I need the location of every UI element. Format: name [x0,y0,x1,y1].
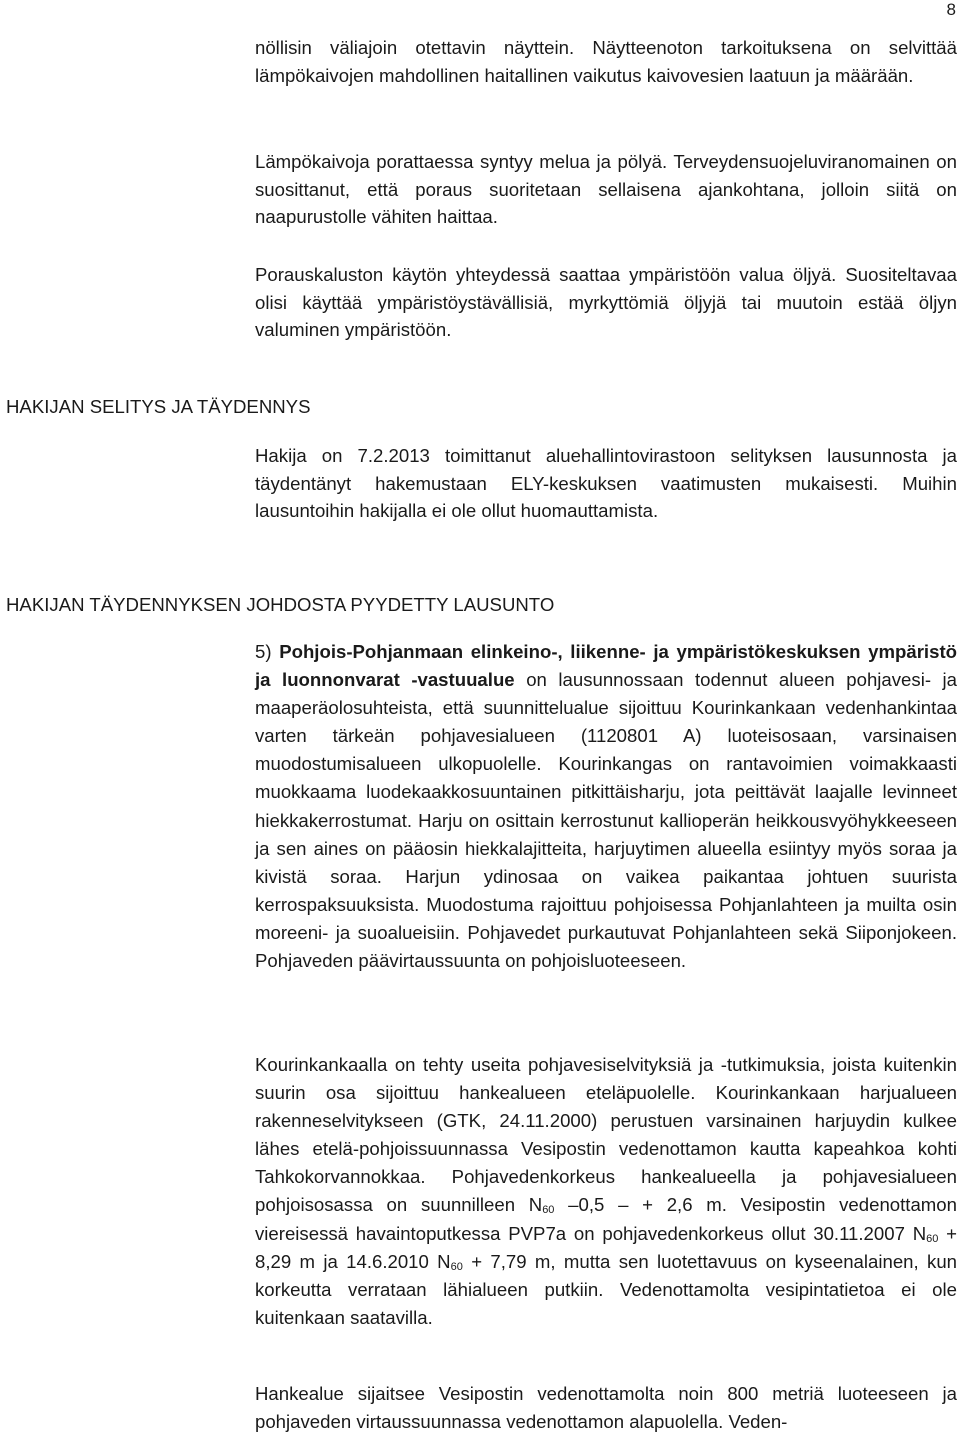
paragraph-2: Lämpökaivoja porattaessa syntyy melua ja pölyä. Terveydensuojeluviranomainen on suosittanut, että poraus suoritetaan sellaisena ajankohtana, jolloin siitä on naapurustolle vähiten haittaa. [255,151,957,228]
paragraph-7: Hankealue sijaitsee Vesipostin vedenottamolta noin 800 metriä luoteeseen ja pohjaveden virtaussuunnassa vedenottamon alapuolella. Veden- [255,1383,957,1433]
section-heading-requested-statement: HAKIJAN TÄYDENNYKSEN JOHDOSTA PYYDETTY LAUSUNTO [6,594,555,615]
statement-text: on lausunnossaan todennut alueen pohjavesi- ja maaperäolosuhteista, että suunnittelualue sijoittuu Kourinkankaan vedenhankintaa varten tärkeän pohjavesialueen (1120801 A) luoteisosaan, varsinaisen muodostumisalueen ulkopuolelle. Kourinkangas on rantavoimien voimakkaasti muokkaama luodekaakkosuuntainen pitkittäisharju, jota peittävät laajalle levinneet hiekkakerrostumat. Harju on osittain kerrostunut kallioperän heikkousvyöhykkeeseen ja sen aines on pääosin hiekkalajitteita, harjuytimen alueella esiintyy myös soraa ja kivistä soraa. Harjun ydinosaa on vaikea paikantaa johtuen suurista kerrospaksuuksista. Muodostuma rajoittuu pohjoisessa Pohjanlahteen ja muilta osin moreeni- ja suoalueisiin. Pohjavedet purkautuvat Pohjanlahteen sekä Siiponjokeen. Pohjaveden päävirtaussuunta on pohjoisluoteeseen. [255,669,958,972]
subscript-n60: 60 [450,1260,463,1273]
subscript-n60: 60 [542,1204,555,1217]
paragraph-6-text-1: Kourinkankaalla on tehty useita pohjavesiselvityksiä ja -tutkimuksia, joista kuitenkin suurin osa sijoittuu hankealueen eteläpuolelle. Kourinkankaan harjualueen rakenneselvitykseen (GTK, 24.11.2000) perustuen varsinainen harjuydin kulkee lähes etelä-pohjoissuunnassa Vesipostin vedenottamon kautta kapeahkoa kohti Tahkokorvannokkaa. Pohjavedenkorkeus hankealueella ja pohjavesialueen pohjoisosassa on suunnilleen N [255,1054,957,1216]
paragraph-4: Hakija on 7.2.2013 toimittanut aluehallintovirastoon selityksen lausunnosta ja täydentänyt hakemustaan ELY-keskuksen vaatimusten mukaisesti. Muihin lausuntoihin hakijalla ei ole ollut huomauttamista. [255,445,957,522]
section-heading-applicant-explanation: HAKIJAN SELITYS JA TÄYDENNYS [6,396,311,417]
paragraph-6-text-4: + 7,79 m, mutta sen luotettavuus on kyseenalainen, kun korkeutta verrataan lähialueen putkiin. Vedenottamolta vesipintatietoa ei ole kuitenkaan saatavilla. [255,1250,957,1328]
paragraph-1: nöllisin väliajoin otettavin näyttein. Näytteenoton tarkoituksena on selvittää lämpökaivojen mahdollinen haitallinen vaikutus kaivovesien laatuun ja määrään. [255,37,957,86]
subscript-n60: 60 [926,1232,939,1245]
statement-number: 5) [255,641,272,662]
paragraph-5 [255,638,957,975]
paragraph-6 [255,1051,957,1332]
paragraph-6-text-2: –0,5 – + 2,6 m. Vesipostin vedenottamon viereisessä havaintoputkessa PVP7a on pohjavedenkorkeus ollut 30.11.2007 N [255,1194,957,1244]
statement-authority: Pohjois-Pohjanmaan elinkeino-, liikenne- ja ympäristökeskuksen ympäristö ja luonnonvarat -vastuualue [255,641,957,691]
page-number: 8 [946,0,956,19]
paragraph-3: Porauskaluston käytön yhteydessä saattaa ympäristöön valua öljyä. Suositeltavaa olisi käyttää ympäristöystävällisiä, myrkyttömiä öljyjä tai muutoin estää öljyn valuminen ympäristöön. [255,264,957,341]
paragraph-6-text-3: + 8,29 m ja 14.6.2010 N [255,1222,957,1272]
